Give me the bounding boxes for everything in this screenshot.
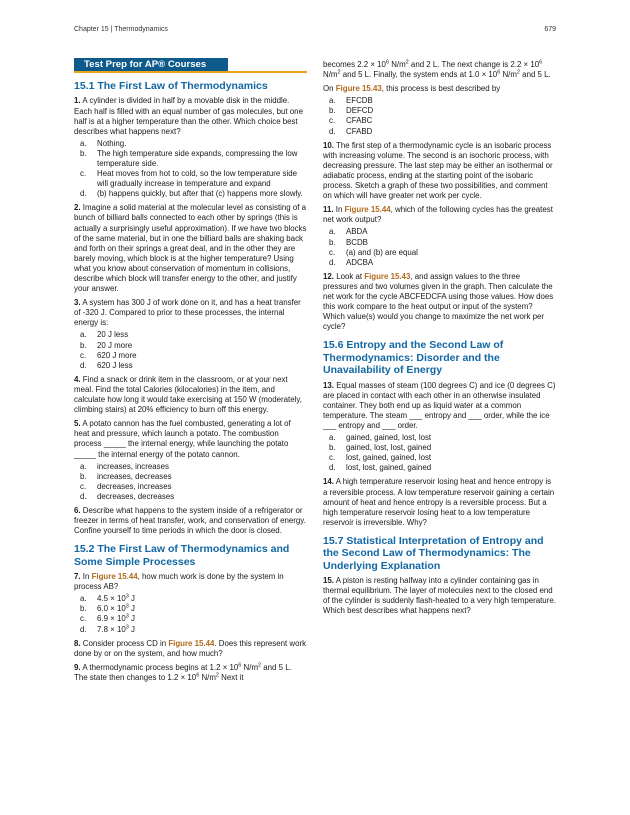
question-9: 9. A thermodynamic process begins at $1.2 \times 10^6$ $N/m^2$ and 5 L. The state then changes to $1.2 \times 10^6$ $N/m^2$ Next it <box>74 662 292 682</box>
option: d. decreases, decreases <box>80 491 175 501</box>
question-2 <box>74 203 307 294</box>
test-prep-banner <box>74 58 307 73</box>
option: c. $6.9 \times 10^3$ J <box>80 613 135 624</box>
section-heading-15-7: 15.7 Statistical Interpretation of Entropy and the Second Law of Thermodynamics: The Underlying Explanation <box>323 534 544 572</box>
question-number: 8. <box>74 638 81 648</box>
options-list <box>323 227 556 267</box>
option: a. ABDA <box>329 227 368 237</box>
option: b. 20 J more <box>80 340 133 350</box>
option: d. (b) happens quickly, but after that (c) happens more slowly. <box>80 189 303 199</box>
option: b. $6.0 \times 10^3$ J <box>80 603 135 614</box>
question-8: 8. Consider process CD in Figure 15.44. Does this represent work done by or on the system, and how much? <box>74 638 307 658</box>
question-number: 9. <box>74 662 81 672</box>
question-13 <box>323 381 556 431</box>
option: b. The high temperature side expands, compressing the low temperature side. <box>80 148 298 168</box>
chapter-title: Chapter 15 | Thermodynamics <box>74 26 168 33</box>
option: a. $4.5 \times 10^3$ J <box>80 593 135 604</box>
question-6 <box>74 506 307 536</box>
figure-link[interactable]: Figure 15.44 <box>91 572 138 582</box>
options-list <box>323 433 556 473</box>
page-number: 679 <box>544 26 556 33</box>
question-text: The first step of a thermodynamic cycle is an isobaric process with increasing volume. The second is an isochoric process, with decreasing pressure. The last step may be either an isothermal or adiabatic process, ending at the starting point of the isobaric process. Sketch a graph of these two possibilities, and comment on which will have greater net work per cycle. <box>323 140 553 201</box>
option: c. lost, gained, gained, lost <box>329 453 432 463</box>
question-text: A potato cannon has the fuel combusted, generating a lot of heat and pressure, which launch a potato. The combustion process _____ the internal energy, while launching the potato _____ the internal energy of the potato cannon. <box>74 419 291 459</box>
question-text: Find a snack or drink item in the classroom, or at your next meal. Find the total Calories (kilocalories) in the item, and calculate how long it would take exercising at 150 W (moderately, climbing stairs) at 20% efficiency to burn off this energy. <box>74 374 302 415</box>
question-text: Describe what happens to the system inside of a refrigerator or freezer in terms of heat transfer, work, and conservation of energy. Confine yourself to time periods in which the door is closed. <box>74 505 306 536</box>
question-number: 5. <box>74 419 81 429</box>
left-column <box>74 58 307 687</box>
figure-link[interactable]: Figure 15.43 <box>364 271 411 281</box>
question-10 <box>323 141 556 202</box>
question-4 <box>74 375 307 415</box>
question-15 <box>323 576 556 616</box>
question-11: 11. In Figure 15.44, which of the following cycles has the greatest net work output? <box>323 205 553 225</box>
question-text: A piston is resting halfway into a cylinder containing gas in thermal equilibrium. The layer of molecules next to the closed end of the cylinder is suddenly flash-heated to a very high temperature. Which best describes what happens next? <box>323 576 556 616</box>
question-number: 11. <box>323 205 334 215</box>
option: d. lost, lost, gained, gained <box>329 463 432 473</box>
option: a. EFCDB <box>329 96 373 106</box>
question-text: Imagine a solid material at the molecular level as consisting of a bunch of billiard balls connected to each other by springs (this is actually a surprisingly useful approximation). If we have two blocks of the same material, but in one the billiard balls are shaking back and forth on their springs a great deal, and in the other they are barely moving, which block is at the higher temperature? Using what you know about conservation of momentum in collisions, describe which block will transfer energy to the other, and justify your answer. <box>74 203 307 294</box>
question-12: 12. Look at Figure 15.43, and assign values to the three pressures and two volumes given in the graph. Then calculate the net work for the cycle ABCFEDCFA using those values. How does this work compare to the heat output or input of the system? Which value(s) would you change to maximize the net work per cycle? <box>323 271 554 332</box>
option: b. increases, decreases <box>80 471 172 481</box>
page-header <box>74 26 556 33</box>
question-number: 10. <box>323 140 334 150</box>
option: b. gained, lost, lost, gained <box>329 443 432 453</box>
options-list <box>74 139 307 200</box>
option: d. ADCBA <box>329 257 374 267</box>
figure-link[interactable]: Figure 15.43 <box>335 84 382 94</box>
option: d. $7.8 \times 10^3$ J <box>80 623 135 634</box>
option: a. increases, increases <box>80 461 169 471</box>
option: c. CFABC <box>329 116 373 126</box>
figure-link[interactable]: Figure 15.44 <box>168 638 215 648</box>
option: c. 620 J more <box>80 350 137 360</box>
question-number: 1. <box>74 96 81 106</box>
option: c. Heat moves from hot to cold, so the low temperature side will gradually increase in temperature and expand <box>80 169 297 189</box>
options-list <box>74 594 307 634</box>
figure-link[interactable]: Figure 15.44 <box>344 205 391 215</box>
question-9-followup: On Figure 15.43, this process is best described by <box>323 84 501 94</box>
option: a. Nothing. <box>80 138 127 148</box>
question-text: Equal masses of steam (100 degrees C) and ice (0 degrees C) are placed in contact with each other in an otherwise insulated container. They both end up as liquid water at a common temperature. The steam ___ entropy and ___ order, while the ice ___ entropy and ___ order. <box>323 380 556 430</box>
question-number: 14. <box>323 477 334 487</box>
right-column <box>323 60 556 620</box>
options-list <box>74 462 307 502</box>
question-5 <box>74 419 307 459</box>
question-number: 12. <box>323 271 334 281</box>
section-heading-15-2: 15.2 The First Law of Thermodynamics and Some Simple Processes <box>74 543 290 568</box>
options-list <box>323 96 556 136</box>
options-list <box>74 330 307 370</box>
option: b. BCDB <box>329 237 368 247</box>
question-number: 15. <box>323 576 334 586</box>
option: b. DEFCD <box>329 106 374 116</box>
option: c. decreases, increases <box>80 481 172 491</box>
section-heading-15-1: 15.1 The First Law of Thermodynamics <box>74 80 268 92</box>
option: a. 20 J less <box>80 330 129 340</box>
option: a. gained, gained, lost, lost <box>329 433 432 443</box>
question-text: A system has 300 J of work done on it, and has a heat transfer of -320 J. Compared to prior to these processes, the internal energy is: <box>74 298 301 328</box>
question-number: 3. <box>74 298 81 308</box>
question-3 <box>74 298 307 328</box>
test-prep-title: Test Prep for AP® Courses <box>74 58 228 71</box>
question-number: 6. <box>74 505 81 515</box>
question-1 <box>74 96 307 136</box>
option: c. (a) and (b) are equal <box>329 247 418 257</box>
question-14 <box>323 477 556 527</box>
question-number: 13. <box>323 380 334 390</box>
question-number: 7. <box>74 572 81 582</box>
section-heading-15-6: 15.6 Entropy and the Second Law of Thermodynamics: Disorder and the Unavailability of Energy <box>323 339 504 377</box>
question-text: A high temperature reservoir losing heat and hence entropy is a reversible process. A low temperature reservoir gaining a certain amount of heat and hence entropy is a reversible process. But a high temperature reservoir losing heat to a low temperature reservoir is irreversible. Why? <box>323 477 555 527</box>
option: d. CFABD <box>329 126 373 136</box>
banner-rule <box>74 71 307 73</box>
question-9-continued: becomes $2.2 \times 10^6$ $N/m^2$ and 2 L. The next change is $2.2 \times 10^6$ $N/m^2$ and 5 L. Finally, the system ends at $1.0 \times 10^6$ $N/m^2$ and 5 L. <box>323 59 551 80</box>
option: d. 620 J less <box>80 360 133 370</box>
question-text: A cylinder is divided in half by a movable disk in the middle. Each half is filled with an equal number of gas molecules, but one half is at a higher temperature than the other. Which choice best describes what happens next? <box>74 96 303 136</box>
question-number: 4. <box>74 374 81 384</box>
question-number: 2. <box>74 203 81 213</box>
question-7: 7. In Figure 15.44, how much work is done by the system in process AB? <box>74 572 284 592</box>
